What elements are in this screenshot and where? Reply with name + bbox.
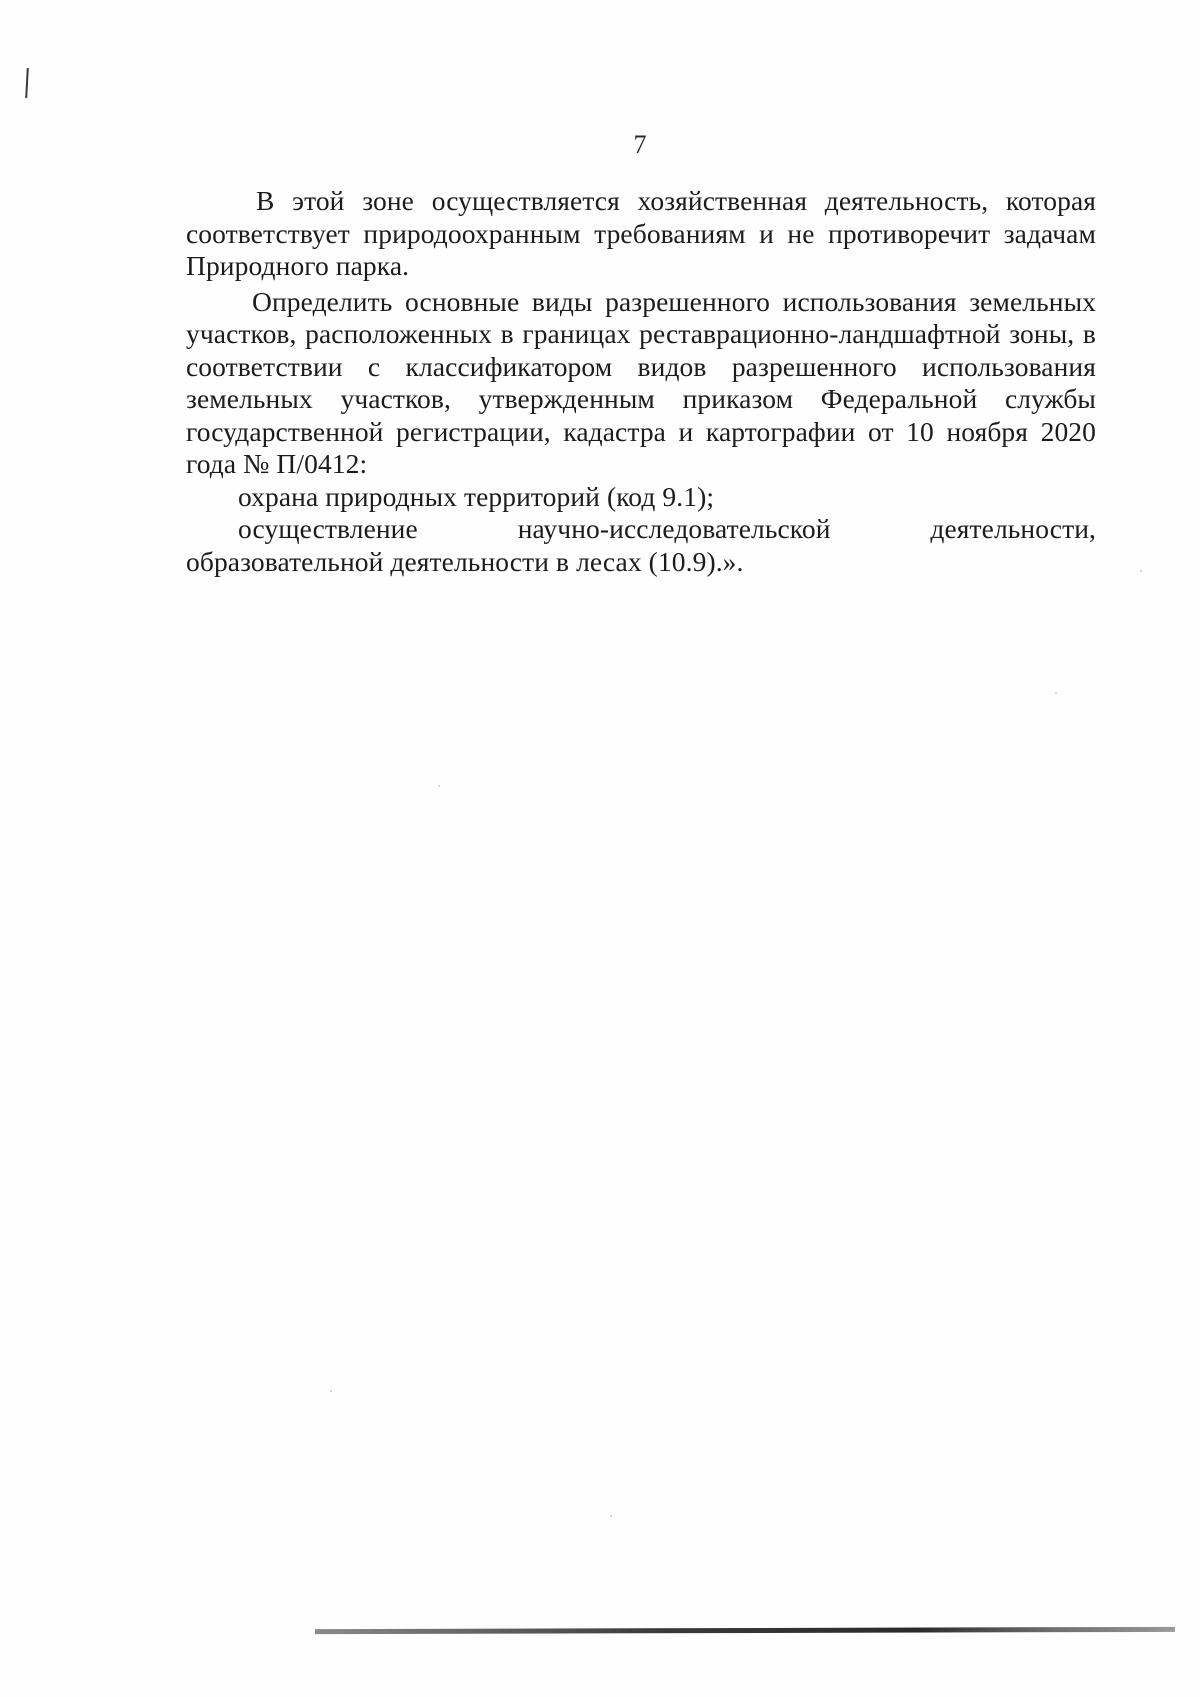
page-number: 7: [633, 130, 647, 159]
paragraph-land-use-types: Определить основные виды разрешенного использования земельных участков, расположенных в границах реставрационно-ландшафтной зоны, в соответствии с классификатором видов разрешенного использования земельных участков, утвержденным приказом Федеральной службы государственной регистрации, кадастра и картографии от 10 ноября 2020 года № П/0412:: [186, 285, 1096, 479]
scan-speck: [438, 785, 440, 787]
scan-speck: [1140, 570, 1142, 572]
scan-artifact-line: [315, 1627, 1175, 1634]
list-item-research-activity: осуществление научно-исследовательской деятельности, образовательной деятельности в лесах (10.9).».: [186, 513, 1096, 577]
scan-artifact-mark: [25, 68, 29, 98]
document-body: [186, 185, 1096, 578]
list-item-nature-protection: охрана природных территорий (код 9.1);: [238, 480, 715, 512]
scan-speck: [330, 1390, 332, 1392]
scan-speck: [610, 1515, 612, 1517]
scan-speck: [1055, 692, 1057, 694]
paragraph-zone-activity: В этой зоне осуществляется хозяйственная деятельность, которая соответствует природоохранным требованиям и не противоречит задачам Природного парка.: [186, 185, 1096, 281]
